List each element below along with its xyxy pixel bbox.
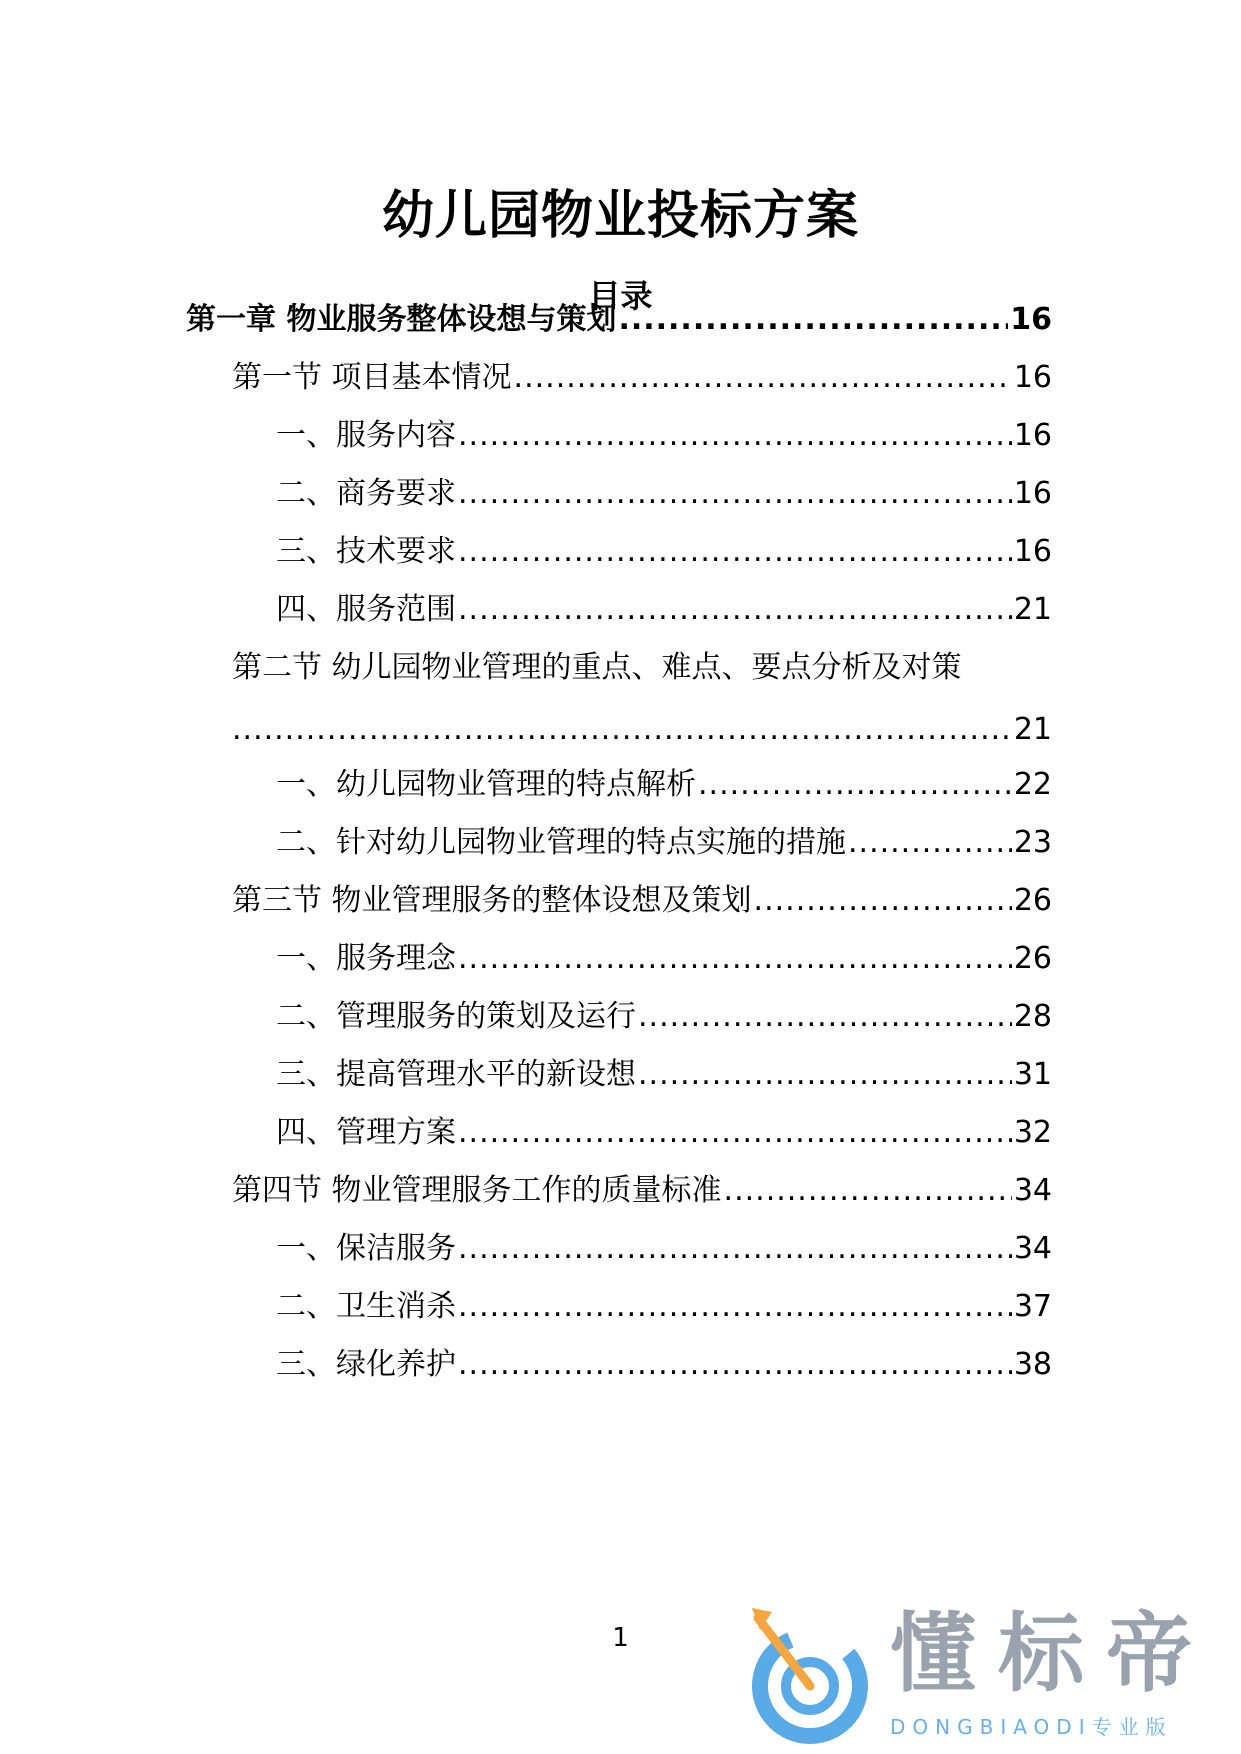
toc-leader-dots xyxy=(754,881,1012,921)
toc-entry-section-3[interactable] xyxy=(232,881,1052,921)
toc-leader-dots xyxy=(458,1345,1012,1385)
toc-entry-1-1[interactable] xyxy=(276,416,1052,456)
toc-entry-text: 第一章 物业服务整体设想与策划 xyxy=(186,302,617,337)
toc-leader-dots xyxy=(458,416,1012,456)
toc-leader-dots xyxy=(232,710,1012,750)
toc-entry-text: 第三节 物业管理服务的整体设想及策划 xyxy=(232,883,752,918)
toc-heading: 目录 xyxy=(588,277,653,315)
toc-entry-page: 22 xyxy=(1013,767,1052,802)
toc-entry-page: 16 xyxy=(1010,302,1052,337)
toc-leader-dots xyxy=(458,590,1012,630)
toc-entry-text: 第一节 项目基本情况 xyxy=(232,360,512,395)
toc-entry-page: 31 xyxy=(1013,1057,1052,1092)
toc-entry-text: 一、服务理念 xyxy=(276,941,456,976)
toc-entry-text: 三、技术要求 xyxy=(276,534,456,569)
toc-entry-text: 四、管理方案 xyxy=(276,1115,456,1150)
toc-entry-chapter-1[interactable] xyxy=(186,300,1052,340)
toc-entry-text: 四、服务范围 xyxy=(276,592,456,627)
toc-entry-4-3[interactable] xyxy=(276,1345,1052,1385)
toc-leader-dots xyxy=(458,532,1012,572)
toc-entry-1-2[interactable] xyxy=(276,474,1052,514)
toc-entry-page: 34 xyxy=(1013,1173,1052,1208)
toc-entry-1-4[interactable] xyxy=(276,590,1052,630)
toc-entry-4-1[interactable] xyxy=(276,1229,1052,1269)
toc-leader-dots xyxy=(458,1229,1012,1269)
toc-entry-text: 第四节 物业管理服务工作的质量标准 xyxy=(232,1173,722,1208)
toc-leader-dots xyxy=(458,1287,1012,1327)
target-logo-icon xyxy=(738,1600,888,1750)
toc-entry-page: 21 xyxy=(1013,712,1052,747)
toc-leader-dots xyxy=(458,939,1012,979)
toc-entry-3-1[interactable] xyxy=(276,939,1052,979)
toc-leader-dots xyxy=(458,1113,1012,1153)
toc-entry-page: 16 xyxy=(1013,534,1052,569)
toc-leader-dots xyxy=(724,1171,1012,1211)
toc-entry-2-2[interactable] xyxy=(276,823,1052,863)
toc-entry-page: 37 xyxy=(1013,1289,1052,1324)
toc-entry-3-4[interactable] xyxy=(276,1113,1052,1153)
toc-entry-page: 34 xyxy=(1013,1231,1052,1266)
toc-entry-page: 28 xyxy=(1013,999,1052,1034)
toc-entry-text: 一、幼儿园物业管理的特点解析 xyxy=(276,767,696,802)
toc-entry-page: 16 xyxy=(1013,360,1052,395)
toc-entry-page: 23 xyxy=(1013,825,1052,860)
toc-entry-text: 二、管理服务的策划及运行 xyxy=(276,999,636,1034)
toc-entry-page: 26 xyxy=(1013,941,1052,976)
toc-leader-dots xyxy=(638,1055,1012,1095)
toc-entry-text: 第二节 幼儿园物业管理的重点、难点、要点分析及对策 xyxy=(232,650,962,685)
toc-entry-page: 16 xyxy=(1013,418,1052,453)
toc-leader-dots xyxy=(514,358,1012,398)
toc-entry-text: 三、提高管理水平的新设想 xyxy=(276,1057,636,1092)
toc-entry-1-3[interactable] xyxy=(276,532,1052,572)
toc-entry-page: 16 xyxy=(1013,476,1052,511)
toc-entry-text: 二、卫生消杀 xyxy=(276,1289,456,1324)
toc-leader-dots xyxy=(698,765,1012,805)
document-title: 幼儿园物业投标方案 xyxy=(381,186,859,246)
toc-leader-dots xyxy=(458,474,1012,514)
toc-entry-page: 32 xyxy=(1013,1115,1052,1150)
toc-entry-text: 一、保洁服务 xyxy=(276,1231,456,1266)
watermark-subtitle: DONGBIAODI专业版 xyxy=(890,1715,1173,1739)
brand-watermark xyxy=(738,1600,1218,1750)
toc-entry-text: 二、针对幼儿园物业管理的特点实施的措施 xyxy=(276,825,846,860)
toc-entry-text: 二、商务要求 xyxy=(276,476,456,511)
toc-entry-text: 三、绿化养护 xyxy=(276,1347,456,1382)
page-number: 1 xyxy=(612,1623,629,1653)
toc-entry-continuation xyxy=(232,710,1052,750)
toc-entry-3-3[interactable] xyxy=(276,1055,1052,1095)
toc-leader-dots xyxy=(618,300,1008,340)
toc-entry-section-4[interactable] xyxy=(232,1171,1052,1211)
toc-entry-page: 21 xyxy=(1013,592,1052,627)
toc-entry-3-2[interactable] xyxy=(276,997,1052,1037)
toc-entry-section-1[interactable] xyxy=(232,358,1052,398)
toc-leader-dots xyxy=(848,823,1012,863)
toc-leader-dots xyxy=(638,997,1012,1037)
toc-entry-page: 38 xyxy=(1013,1347,1052,1382)
watermark-brand-text: 懂标帝 xyxy=(890,1604,1214,1704)
toc-entry-4-2[interactable] xyxy=(276,1287,1052,1327)
toc-entry-2-1[interactable] xyxy=(276,765,1052,805)
toc-entry-text: 一、服务内容 xyxy=(276,418,456,453)
toc-entry-page: 26 xyxy=(1013,883,1052,918)
